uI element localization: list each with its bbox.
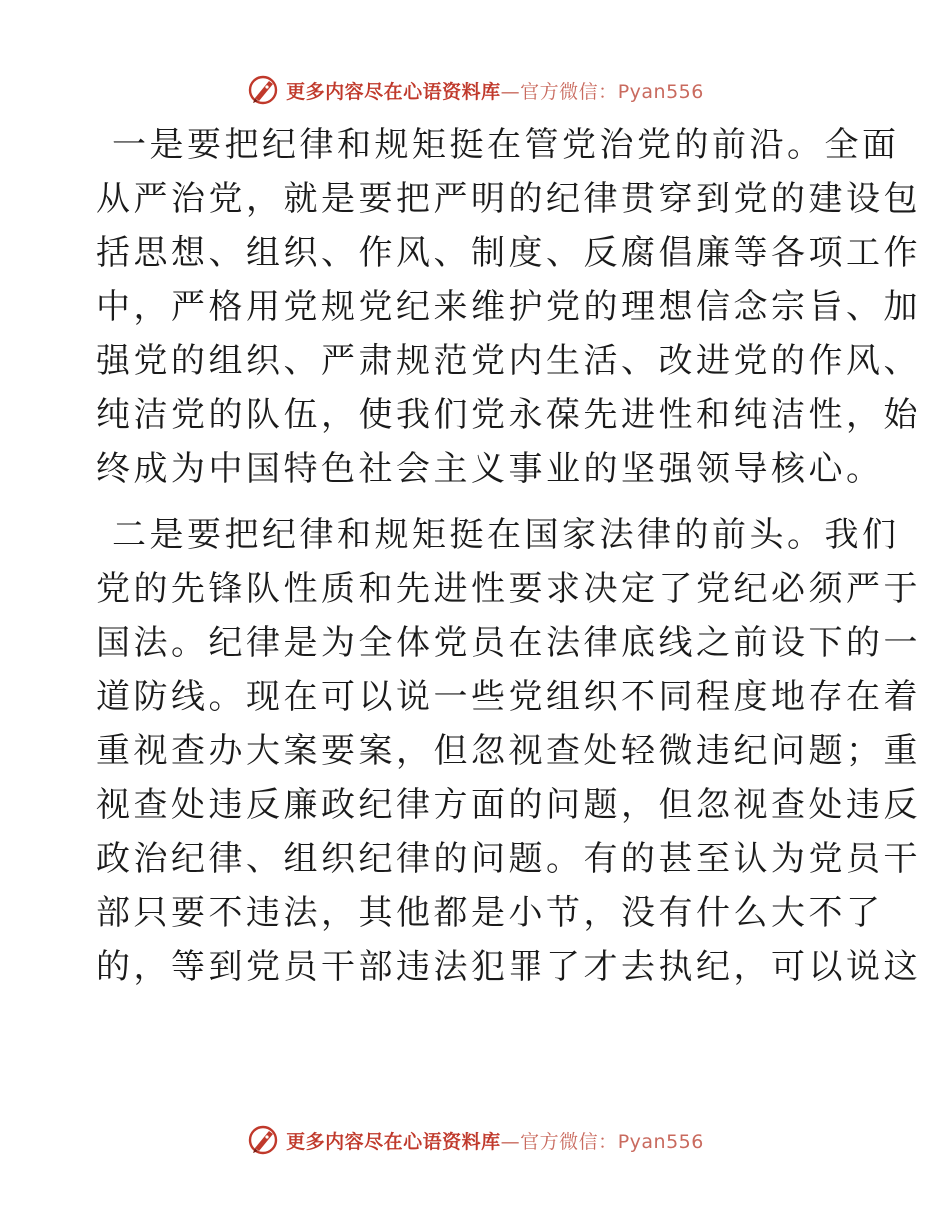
header-brand: 更多内容尽在心语资料库 (286, 80, 501, 103)
footer-banner (0, 1120, 950, 1160)
footer-banner-text (286, 1127, 704, 1154)
text-line: 视查处违反廉政纪律方面的问题，但忽视查处违反 (96, 785, 921, 825)
pen-logo-icon (246, 1123, 280, 1157)
header-wechat-label: 官方微信： (520, 80, 618, 103)
header-banner (0, 70, 950, 110)
text-line: 一是要把纪律和规矩挺在管党治党的前沿。全面 (112, 125, 900, 165)
text-line: 从严治党，就是要把严明的纪律贯穿到党的建设包 (96, 179, 921, 219)
header-separator: — (500, 80, 521, 103)
text-line: 二是要把纪律和规矩挺在国家法律的前头。我们 (112, 515, 900, 555)
text-line: 强党的组织、严肃规范党内生活、改进党的作风、 (96, 341, 921, 381)
text-line: 政治纪律、组织纪律的问题。有的甚至认为党员干 (96, 839, 921, 879)
text-line: 终成为中国特色社会主义事业的坚强领导核心。 (96, 449, 884, 489)
paragraph-2 (96, 508, 921, 994)
text-line: 重视查办大案要案，但忽视查处轻微违纪问题；重 (96, 731, 921, 771)
text-line: 中，严格用党规党纪来维护党的理想信念宗旨、加 (96, 287, 921, 327)
text-line: 党的先锋队性质和先进性要求决定了党纪必须严于 (96, 569, 921, 609)
text-line: 的，等到党员干部违法犯罪了才去执纪，可以说这 (96, 947, 921, 987)
footer-wechat-label: 官方微信： (520, 1130, 618, 1153)
text-line: 国法。纪律是为全体党员在法律底线之前设下的一 (96, 623, 921, 663)
pen-logo-icon (246, 73, 280, 107)
footer-wechat-id: Pyan556 (617, 1130, 704, 1153)
header-wechat-id: Pyan556 (617, 80, 704, 103)
paragraph-1 (96, 118, 921, 496)
text-line: 道防线。现在可以说一些党组织不同程度地存在着 (96, 677, 921, 717)
text-line: 部只要不违法，其他都是小节，没有什么大不了 (96, 893, 884, 933)
header-banner-text (286, 77, 704, 104)
footer-separator: — (500, 1130, 521, 1153)
footer-brand: 更多内容尽在心语资料库 (286, 1130, 501, 1153)
text-line: 纯洁党的队伍，使我们党永葆先进性和纯洁性，始 (96, 395, 921, 435)
document-body (96, 118, 921, 994)
text-line: 括思想、组织、作风、制度、反腐倡廉等各项工作 (96, 233, 921, 273)
